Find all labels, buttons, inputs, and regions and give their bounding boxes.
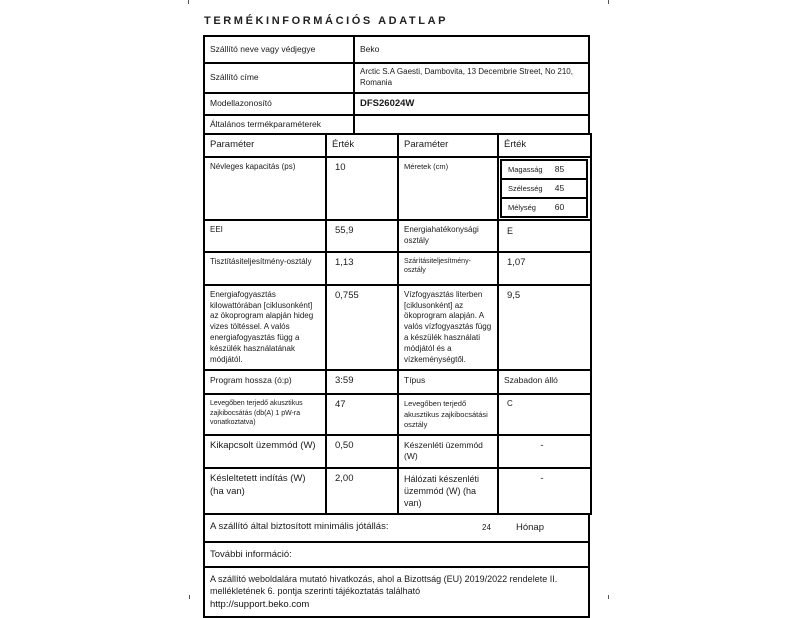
- dim-value: 85: [555, 160, 587, 179]
- supplier-address-value: Arctic S.A Gaesti, Dambovita, 13 Decembrie Street, No 210, Romania: [354, 63, 589, 93]
- param-label: Készenléti üzemmód (W): [398, 435, 498, 468]
- table-row: [204, 435, 591, 468]
- supplier-table: [203, 35, 590, 135]
- general-params-value: [354, 115, 589, 134]
- table-row: [204, 63, 589, 93]
- table-row: [204, 285, 591, 371]
- table-row: [501, 160, 587, 179]
- param-value: 3:59: [326, 370, 398, 394]
- table-row: [204, 252, 591, 285]
- param-value: -: [498, 468, 591, 514]
- table-row: [204, 115, 589, 134]
- param-label: Típus: [398, 370, 498, 394]
- model-id-label: Modellazonosító: [204, 93, 354, 115]
- param-value: 1,07: [498, 252, 591, 285]
- table-row: [204, 370, 591, 394]
- table-row: [204, 542, 589, 567]
- param-value: 1,13: [326, 252, 398, 285]
- param-label: EEI: [204, 220, 326, 252]
- crop-mark: [189, 595, 190, 599]
- param-label: Szárításiteljesítmény-osztály: [398, 252, 498, 285]
- param-value: -: [498, 435, 591, 468]
- param-label: Méretek (cm): [398, 157, 498, 220]
- warranty-row: [204, 514, 589, 542]
- table-row: [204, 157, 591, 220]
- param-label: Tisztításiteljesítmény-osztály: [204, 252, 326, 285]
- table-row: [204, 36, 589, 63]
- param-header: Paraméter: [398, 134, 498, 157]
- param-label: Kikapcsolt üzemmód (W): [204, 435, 326, 468]
- parameters-table: [203, 133, 592, 515]
- dim-label: Mélység: [501, 198, 555, 217]
- param-label: Energiahatékonysági osztály: [398, 220, 498, 252]
- param-value: 55,9: [326, 220, 398, 252]
- table-row: [204, 514, 589, 542]
- param-header: Paraméter: [204, 134, 326, 157]
- table-row: [204, 220, 591, 252]
- supplier-name-label: Szállító neve vagy védjegye: [204, 36, 354, 63]
- dim-value: 60: [555, 198, 587, 217]
- param-value: 2,00: [326, 468, 398, 514]
- value-header: Érték: [498, 134, 591, 157]
- supplier-name-value: Beko: [354, 36, 589, 63]
- footer-table: [203, 513, 590, 618]
- crop-mark: [608, 0, 609, 4]
- more-info-label: További információ:: [204, 542, 589, 567]
- warranty-unit: Hónap: [516, 522, 544, 534]
- param-value: C: [498, 394, 591, 434]
- header-row: [204, 134, 591, 157]
- dim-label: Szélesség: [501, 179, 555, 198]
- param-label: Energiafogyasztás kilowattórában [ciklusonként] az ökoprogram alapján hideg vizes töltéssel. A valós energiafogyasztás függ a készülék használatának módjától.: [204, 285, 326, 371]
- crop-mark: [188, 0, 189, 4]
- param-value: E: [498, 220, 591, 252]
- value-header: Érték: [326, 134, 398, 157]
- crop-mark: [608, 595, 609, 599]
- dim-value: 45: [555, 179, 587, 198]
- table-row: [501, 198, 587, 217]
- warranty-label: A szállító által biztosított minimális jótállás:: [210, 521, 389, 533]
- table-row: [204, 468, 591, 514]
- warranty-value: 24: [482, 523, 491, 533]
- dim-label: Magasság: [501, 160, 555, 179]
- param-label: Vízfogyasztás literben [ciklusonként] az ökoprogram alapján. A valós vízfogyasztás függ a készülék használati módjától és a vízkeménységtől.: [398, 285, 498, 371]
- param-label: Névleges kapacitás (ps): [204, 157, 326, 220]
- param-label: Levegőben terjedő akusztikus zajkibocsátás (db(A) 1 pW-ra vonatkoztatva): [204, 394, 326, 434]
- model-id-value: DFS26024W: [354, 93, 589, 115]
- datasheet: [203, 15, 590, 618]
- param-label: Program hossza (ó:p): [204, 370, 326, 394]
- param-value: Szabadon álló: [498, 370, 591, 394]
- param-value: 47: [326, 394, 398, 434]
- param-label: Késleltetett indítás (W) (ha van): [204, 468, 326, 514]
- param-label: Levegőben terjedő akusztikus zajkibocsátási osztály: [398, 394, 498, 434]
- general-params-label: Általános termékparaméterek: [204, 115, 354, 134]
- dimensions-table: [500, 159, 588, 218]
- page-title: TERMÉKINFORMÁCIÓS ADATLAP: [204, 15, 449, 27]
- param-value: 0,50: [326, 435, 398, 468]
- table-row: [204, 93, 589, 115]
- website-cell: [204, 567, 589, 617]
- param-value: 9,5: [498, 285, 591, 371]
- param-value: 10: [326, 157, 398, 220]
- param-label: Hálózati készenléti üzemmód (W) (ha van): [398, 468, 498, 514]
- dimensions-cell: [498, 157, 591, 220]
- table-row: [501, 179, 587, 198]
- supplier-address-label: Szállító címe: [204, 63, 354, 93]
- table-row: [204, 567, 589, 617]
- param-value: 0,755: [326, 285, 398, 371]
- support-link[interactable]: http://support.beko.com: [210, 599, 310, 611]
- table-row: [204, 394, 591, 434]
- website-description: A szállító weboldalára mutató hivatkozás, ahol a Bizottság (EU) 2019/2022 rendelete II. mellékletének 6. pontja szerinti tájékoztatás található: [210, 574, 558, 596]
